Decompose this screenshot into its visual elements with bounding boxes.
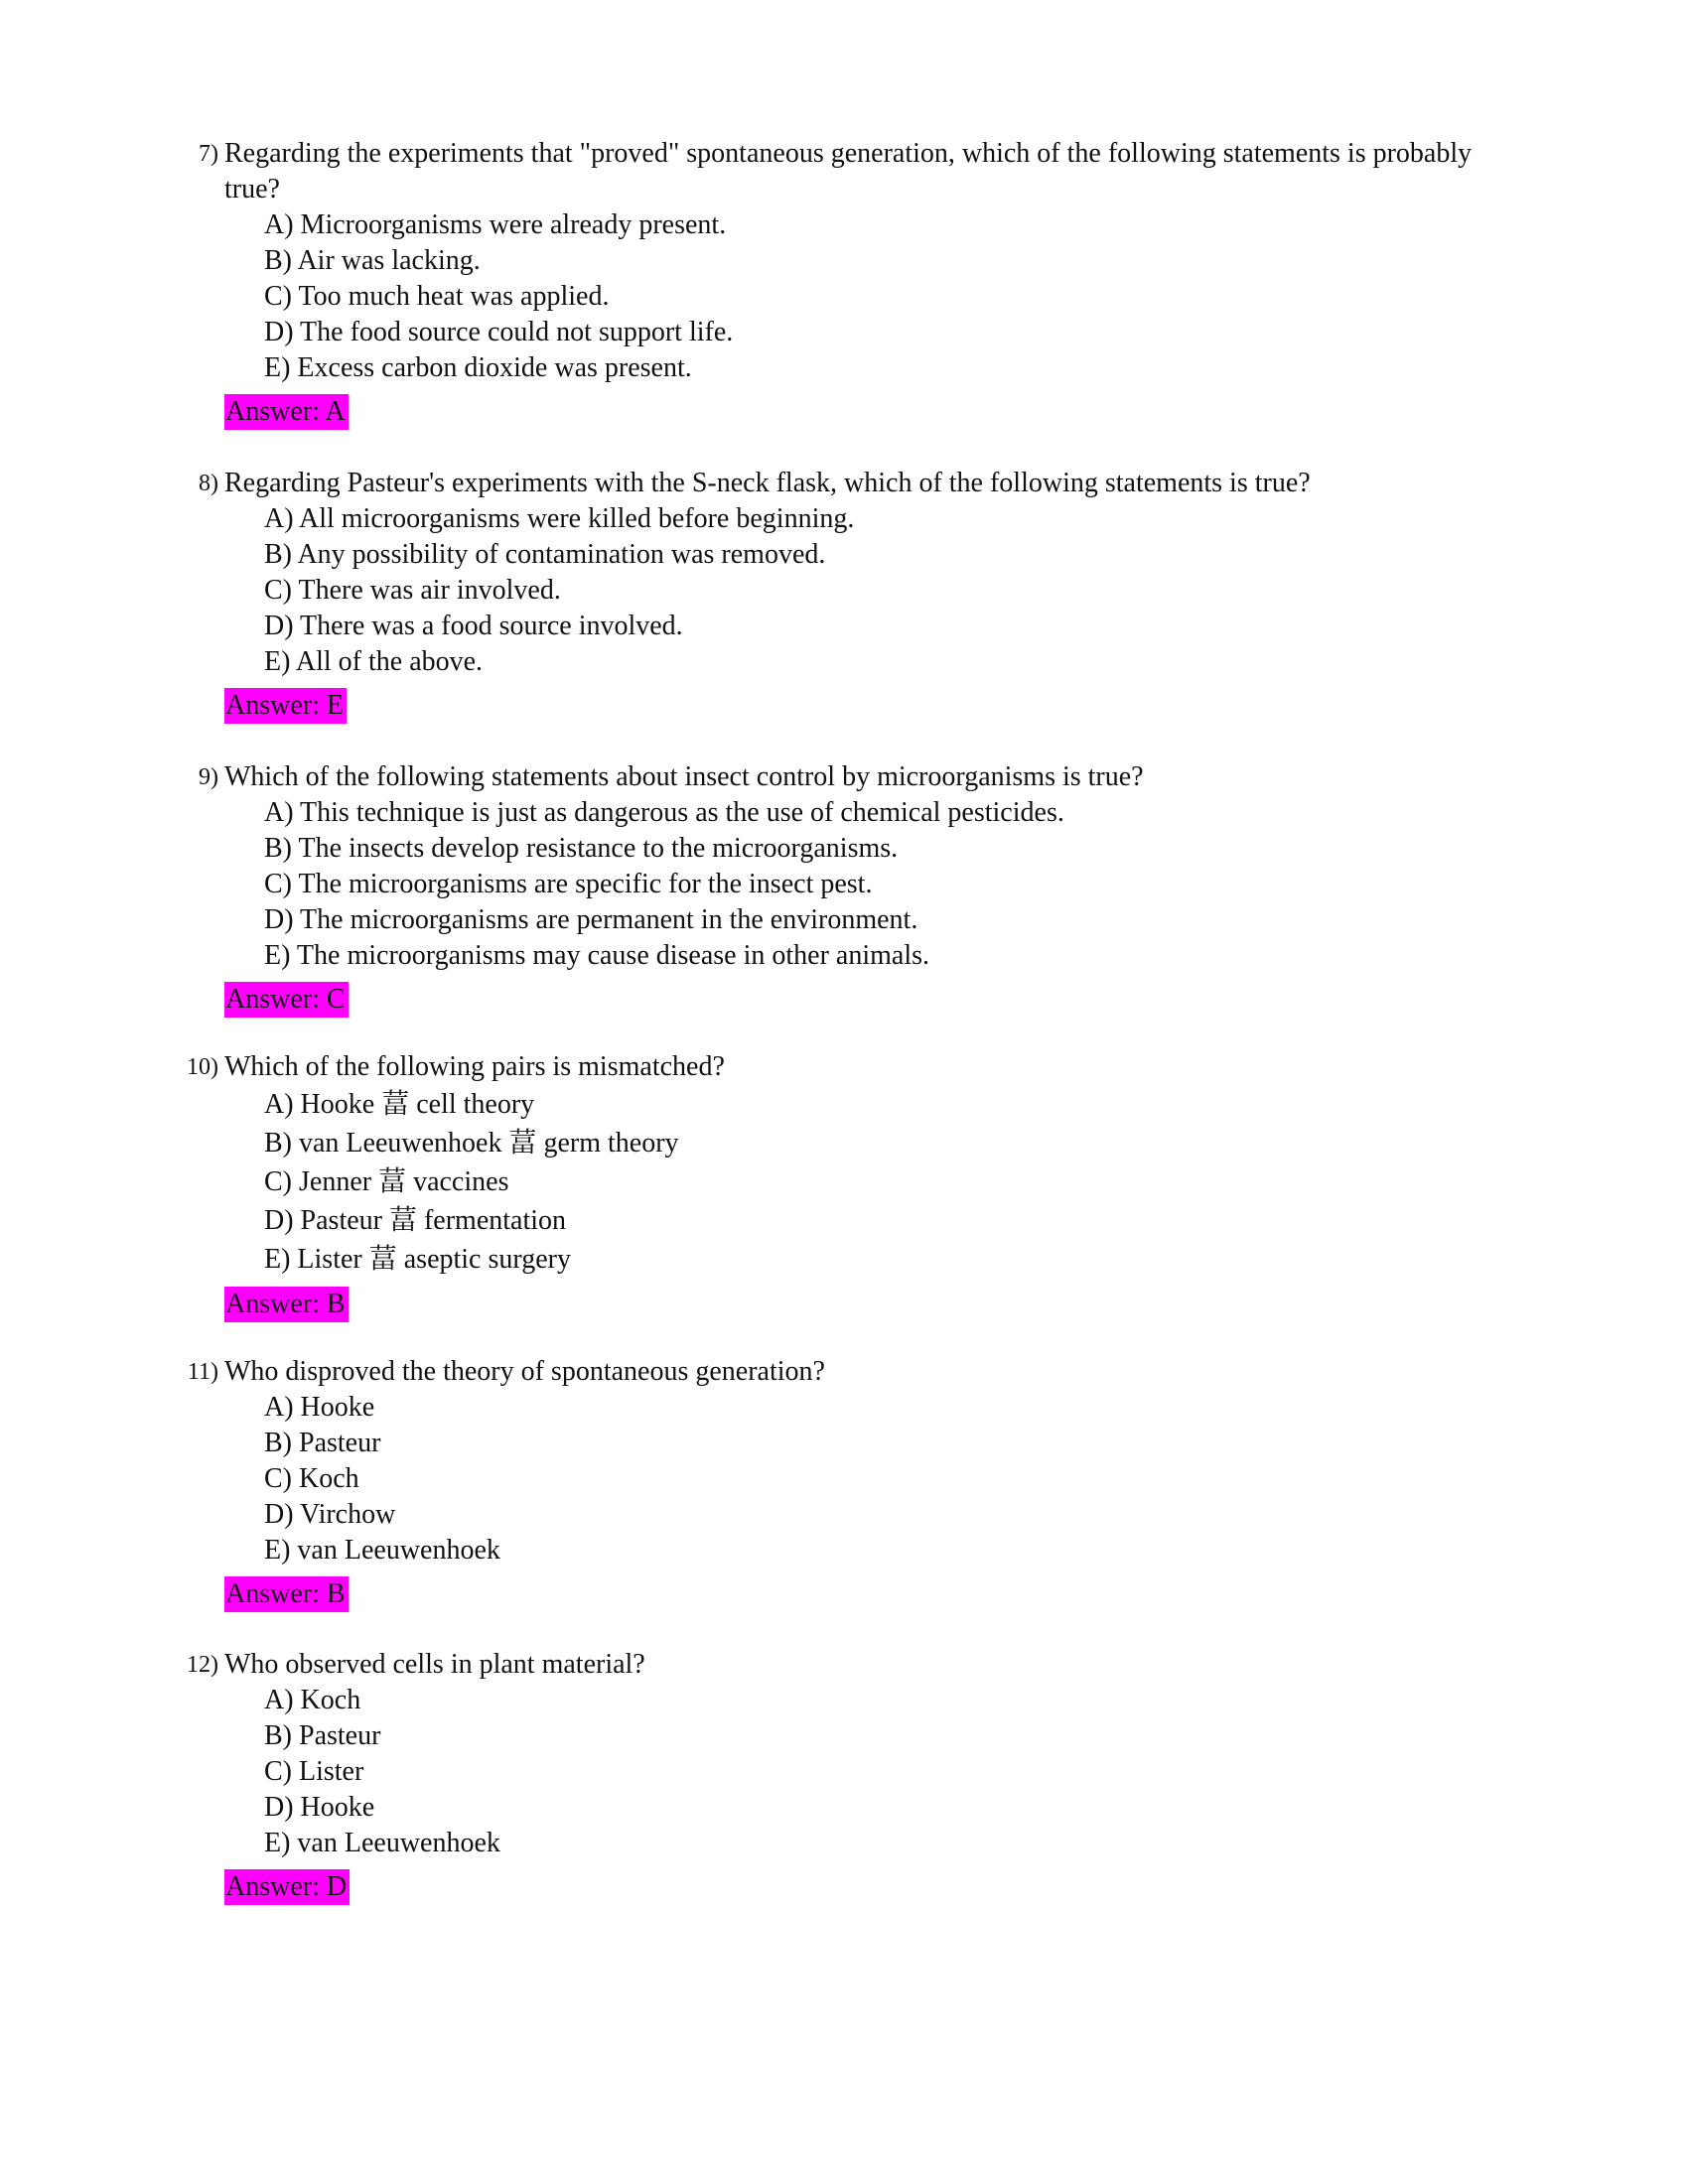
question-text: Who observed cells in plant material? — [224, 1649, 645, 1680]
answer-highlight: Answer: C — [224, 982, 349, 1018]
options-list — [264, 501, 1489, 680]
option-item: A) This technique is just as dangerous as the use of chemical pesticides. — [264, 797, 1064, 828]
question-text: Which of the following statements about insect control by microorganisms is true? — [224, 761, 1144, 792]
question-block — [179, 136, 1489, 430]
option-item: A) Koch — [264, 1685, 361, 1715]
answer-highlight: Answer: E — [224, 688, 347, 724]
option-item: C) Koch — [264, 1463, 359, 1494]
option-item: E) Excess carbon dioxide was present. — [264, 352, 692, 383]
question-block — [179, 466, 1489, 724]
question-text: Regarding Pasteur's experiments with the S-neck flask, which of the following statements is true? — [224, 468, 1311, 498]
answer-highlight: Answer: D — [224, 1869, 350, 1905]
options-list — [264, 1683, 1489, 1861]
option-item: D) The microorganisms are permanent in the environment. — [264, 904, 918, 935]
option-item: A) Hooke — [264, 1392, 375, 1423]
question-block — [179, 1647, 1489, 1905]
option-item: C) Jenner 葍 vaccines — [264, 1166, 509, 1197]
question-number: 7) — [199, 141, 218, 167]
question-number: 9) — [199, 764, 218, 790]
answer-highlight: Answer: B — [224, 1287, 349, 1322]
option-item: D) Virchow — [264, 1499, 396, 1530]
option-item: E) The microorganisms may cause disease in other animals. — [264, 940, 930, 971]
option-item: D) Hooke — [264, 1792, 375, 1823]
question-number: 10) — [187, 1054, 218, 1080]
option-item: B) Air was lacking. — [264, 245, 481, 276]
options-list — [264, 1390, 1489, 1569]
option-item: A) Microorganisms were already present. — [264, 209, 727, 240]
option-item: B) Any possibility of contamination was removed. — [264, 539, 826, 570]
question-number: 8) — [199, 471, 218, 496]
option-item: B) van Leeuwenhoek 葍 germ theory — [264, 1128, 679, 1159]
options-list — [264, 1085, 1489, 1279]
option-item: D) The food source could not support life. — [264, 317, 734, 347]
option-item: A) Hooke 葍 cell theory — [264, 1089, 535, 1120]
question-block — [179, 759, 1489, 1018]
question-text: Which of the following pairs is mismatched? — [224, 1051, 725, 1082]
option-item: C) The microorganisms are specific for the insect pest. — [264, 869, 873, 899]
option-item: E) Lister 葍 aseptic surgery — [264, 1244, 571, 1275]
question-number: 11) — [187, 1359, 218, 1385]
option-item: B) Pasteur — [264, 1720, 381, 1751]
answer-highlight: Answer: A — [224, 394, 349, 430]
option-item: C) There was air involved. — [264, 575, 561, 606]
answer-highlight: Answer: B — [224, 1576, 349, 1612]
question-text: Regarding the experiments that "proved" spontaneous generation, which of the following statements is probably true? — [224, 138, 1473, 205]
option-item: D) There was a food source involved. — [264, 611, 683, 641]
option-item: C) Lister — [264, 1756, 364, 1787]
option-item: B) Pasteur — [264, 1428, 381, 1458]
question-number: 12) — [187, 1652, 218, 1678]
question-text: Who disproved the theory of spontaneous generation? — [224, 1356, 825, 1387]
option-item: D) Pasteur 葍 fermentation — [264, 1205, 567, 1236]
option-item: E) van Leeuwenhoek — [264, 1535, 500, 1566]
option-item: B) The insects develop resistance to the microorganisms. — [264, 833, 899, 864]
question-block — [179, 1354, 1489, 1612]
option-item: E) All of the above. — [264, 646, 484, 677]
option-item: C) Too much heat was applied. — [264, 281, 610, 312]
question-block — [179, 1049, 1489, 1322]
options-list — [264, 795, 1489, 974]
option-item: A) All microorganisms were killed before beginning. — [264, 503, 855, 534]
options-list — [264, 207, 1489, 386]
option-item: E) van Leeuwenhoek — [264, 1828, 500, 1858]
